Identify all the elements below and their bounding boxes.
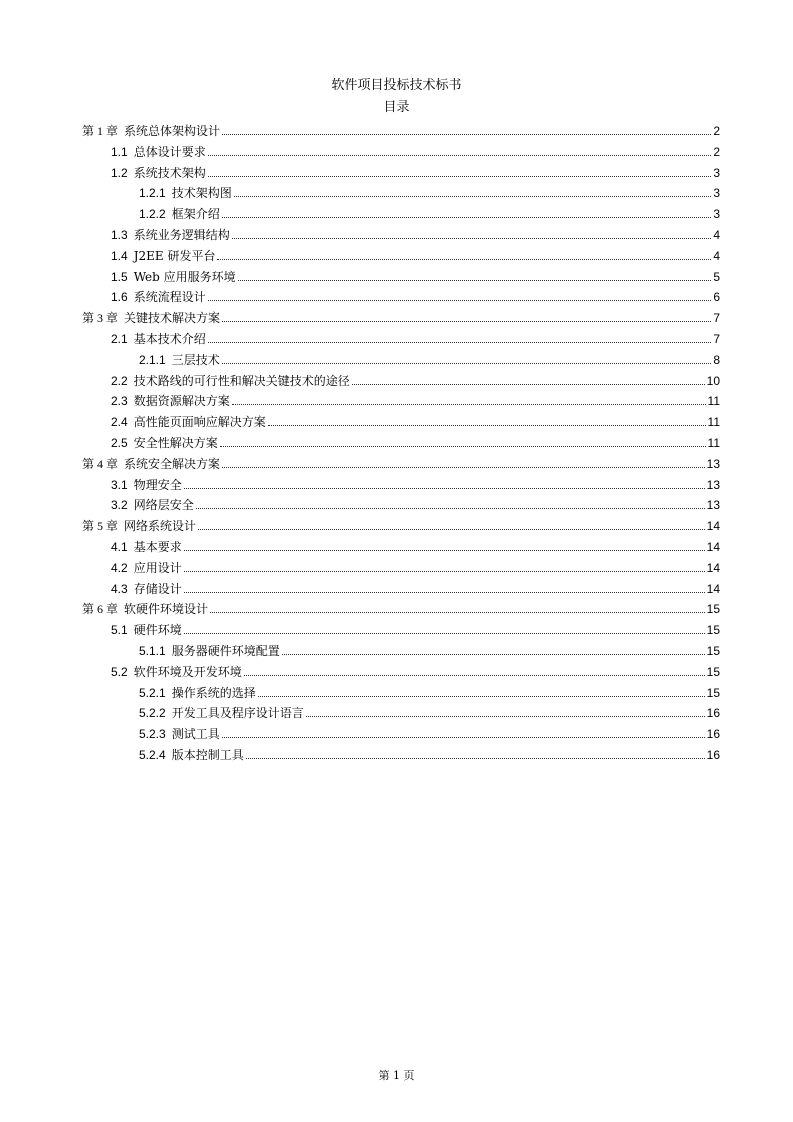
toc-entry-title: 框架介绍 [171,207,220,222]
toc-entry-number: 第 4 章 [82,456,119,471]
toc-entry-page-number: 15 [706,623,720,638]
toc-entry-label [139,705,304,721]
toc-entry-page-number: 14 [706,560,720,575]
toc-entry-title: 软硬件环境设计 [124,602,209,617]
toc-entry[interactable] [139,722,720,742]
toc-entry-page-number: 14 [706,519,720,534]
toc-entry-number: 1.1 [111,144,128,159]
toc-entry-label [139,185,232,201]
toc-entry-title: 关键技术解决方案 [124,311,221,326]
toc-entry[interactable] [111,327,720,347]
toc-entry[interactable] [111,473,720,493]
toc-entry-title: 技术架构图 [171,186,232,201]
toc-entry[interactable] [111,618,720,638]
toc-entry-page-number: 16 [706,706,720,721]
toc-entry-title: 软件环境及开发环境 [133,664,242,679]
toc-entry-page-number: 15 [706,602,720,617]
toc-entry[interactable] [111,369,720,389]
toc-dot-leader [232,238,712,239]
toc-dot-leader [222,134,711,135]
toc-entry[interactable] [139,681,720,701]
toc-entry-label [111,373,350,389]
toc-entry-label [139,352,220,368]
toc-dot-leader [222,467,705,468]
toc-dot-leader [222,321,711,322]
toc-entry-number: 1.2.1 [139,186,166,201]
toc-entry-title: 安全性解决方案 [133,436,218,450]
toc-dot-leader [184,633,705,634]
toc-entry-title: 网络层安全 [133,498,194,513]
toc-entry[interactable] [111,161,720,181]
toc-entry-label [111,414,266,430]
toc-entry-number: 1.2.2 [139,207,166,222]
toc-entry[interactable] [111,244,720,264]
toc-dot-leader [244,675,705,676]
toc-entry-number: 2.5 [111,436,128,450]
toc-dot-leader [208,155,712,156]
toc-entry-label [139,726,220,742]
toc-entry-title: 基本要求 [133,540,182,554]
toc-entry-label [111,622,182,638]
toc-entry[interactable] [82,452,720,472]
toc-entry-number: 3.2 [111,498,128,513]
toc-dot-leader [258,696,705,697]
toc-entry[interactable] [111,660,720,680]
toc-entry-title: 数据资源解决方案 [133,394,230,409]
toc-entry[interactable] [82,119,720,139]
toc-entry-page-number: 15 [706,644,720,658]
toc-entry[interactable] [111,431,720,451]
toc-entry-label [111,248,215,264]
toc-dot-leader [282,654,705,655]
toc-heading: 目录 [383,100,410,115]
toc-entry-number: 4.2 [111,560,128,575]
toc-entry-label [111,497,194,513]
toc-entry-number: 2.3 [111,394,128,409]
toc-entry-page-number: 16 [706,748,720,762]
toc-dot-leader [196,508,705,509]
toc-entry[interactable] [139,348,720,368]
toc-dot-leader [222,737,705,738]
toc-entry-page-number: 13 [706,456,720,471]
toc-entry-title: Web 应用服务环境 [133,269,236,284]
toc-entry-label [82,123,220,139]
toc-entry[interactable] [111,493,720,513]
toc-entry-page-number: 10 [706,373,720,388]
toc-entry[interactable] [139,202,720,222]
toc-entry-number: 5.2.1 [139,685,166,700]
toc-entry-page-number: 2 [713,144,720,159]
toc-entry-title: 系统安全解决方案 [124,456,221,471]
toc-entry-page-number: 4 [713,228,720,242]
toc-entry-title: 操作系统的选择 [171,685,256,700]
toc-entry-title: 系统业务逻辑结构 [133,228,230,242]
toc-entry-number: 2.1 [111,332,128,346]
toc-dot-leader [234,196,712,197]
toc-entry-label [111,664,242,680]
toc-entry-label [111,393,230,409]
toc-dot-leader [238,280,712,281]
toc-entry-label [111,539,182,555]
toc-entry-number: 5.2.3 [139,727,166,742]
toc-entry-page-number: 2 [713,124,720,138]
toc-dot-leader [208,176,712,177]
toc-dot-leader [220,446,706,447]
toc-entry[interactable] [111,140,720,160]
toc-entry-number: 第 6 章 [82,602,119,617]
toc-entry-number: 5.2 [111,664,128,679]
toc-entry-page-number: 15 [706,664,720,679]
toc-entry-number: 5.2.4 [139,748,166,762]
toc-entry[interactable] [139,701,720,721]
toc-dot-leader [184,592,705,593]
toc-entry-label [82,310,220,326]
toc-entry[interactable] [111,285,720,305]
toc-entry-title: 技术路线的可行性和解决关键技术的途径 [133,373,350,388]
toc-dot-leader [208,342,712,343]
toc-entry-label [111,331,206,347]
toc-dot-leader [222,363,712,364]
toc-entry-page-number: 3 [713,165,720,180]
toc-entry-label [139,685,256,701]
toc-entry[interactable] [111,265,720,285]
toc-entry-number: 4.1 [111,540,128,554]
toc-entry-page-number: 11 [707,394,720,409]
toc-dot-leader [184,488,705,489]
toc-entry-label [139,206,220,222]
toc-entry-page-number: 16 [706,727,720,742]
toc-entry-page-number: 13 [706,477,720,492]
toc-entry-page-number: 7 [713,332,720,346]
toc-entry-number: 1.2 [111,165,128,180]
toc-entry-page-number: 7 [713,311,720,326]
toc-entry-number: 1.3 [111,228,128,242]
toc-entry-page-number: 15 [706,685,720,700]
toc-entry-label [139,643,280,659]
toc-entry[interactable] [111,556,720,576]
toc-entry[interactable] [111,535,720,555]
toc-entry-title: 版本控制工具 [171,748,244,762]
toc-entry-label [82,456,220,472]
toc-entry-title: 基本技术介绍 [133,332,206,346]
toc-entry-number: 第 3 章 [82,311,119,326]
toc-entry-title: J2EE 研发平台 [133,248,216,263]
document-title: 软件项目投标技术标书 [331,78,462,93]
toc-entry-label [139,747,244,763]
toc-entry[interactable] [111,410,720,430]
toc-dot-leader [222,217,712,218]
toc-entry[interactable] [82,597,720,617]
toc-entry-page-number: 14 [706,540,720,554]
toc-entry-page-number: 5 [713,269,720,284]
toc-dot-leader [217,259,711,260]
toc-entry-number: 1.5 [111,269,128,284]
toc-dot-leader [306,716,705,717]
toc-entry-number: 5.1.1 [139,644,166,658]
toc-entry-label [111,435,218,451]
toc-entry-page-number: 11 [707,436,720,450]
toc-entry-label [111,165,206,181]
toc-entry-number: 1.4 [111,248,128,263]
toc-entry-title: 开发工具及程序设计语言 [171,706,304,721]
toc-entry-label [111,581,182,597]
toc-entry-number: 2.1.1 [139,352,166,367]
toc-entry[interactable] [139,743,720,763]
toc-entry-label [111,289,206,305]
toc-entry-title: 系统流程设计 [133,290,206,305]
toc-dot-leader [352,384,705,385]
toc-entry-label [111,144,206,160]
toc-entry-title: 总体设计要求 [133,144,206,159]
toc-entry[interactable] [111,223,720,243]
toc-entry-number: 1.6 [111,290,128,305]
toc-dot-leader [268,425,706,426]
toc-entry-number: 2.4 [111,415,128,430]
toc-entry-page-number: 14 [706,581,720,596]
toc-dot-leader [208,300,712,301]
toc-entry-label [82,518,196,534]
toc-entry-label [111,560,182,576]
toc-entry-page-number: 4 [713,248,720,263]
toc-dot-leader [184,550,705,551]
toc-entry[interactable] [139,639,720,659]
toc-entry-number: 第 1 章 [82,124,119,138]
toc-entry-title: 测试工具 [171,727,220,742]
toc-entry-label [111,477,182,493]
toc-entry-number: 2.2 [111,373,128,388]
toc-entry-page-number: 6 [713,290,720,305]
toc-entry-title: 系统技术架构 [133,165,206,180]
toc-entry-number: 3.1 [111,477,128,492]
toc-entry-title: 硬件环境 [133,623,182,638]
toc-entry-page-number: 3 [713,186,720,201]
toc-entry[interactable] [82,514,720,534]
toc-entry-title: 存储设计 [133,581,182,596]
toc-entry-page-number: 11 [707,415,720,430]
toc-dot-leader [184,571,705,572]
toc-entry-page-number: 8 [713,352,720,367]
toc-entry-title: 应用设计 [133,560,182,575]
toc-dot-leader [198,529,705,530]
toc-entry[interactable] [111,577,720,597]
toc-entry-label [82,601,208,617]
toc-entry-title: 系统总体架构设计 [124,124,221,138]
toc-entry[interactable] [111,389,720,409]
page-footer: 第 1 页 [378,1069,415,1082]
toc-entry-label [111,227,230,243]
toc-entry-page-number: 3 [713,207,720,222]
toc-entry-label [111,269,236,285]
toc-entry-title: 服务器硬件环境配置 [171,644,280,658]
toc-entry-number: 4.3 [111,581,128,596]
toc-entry-title: 网络系统设计 [124,519,197,534]
toc-dot-leader [210,612,705,613]
toc-dot-leader [232,404,706,405]
toc-entry-number: 5.1 [111,623,128,638]
toc-entry[interactable] [82,306,720,326]
toc-entry-number: 第 5 章 [82,519,119,534]
toc-entry-number: 5.2.2 [139,706,166,721]
toc-entry-title: 物理安全 [133,477,182,492]
toc-entry-page-number: 13 [706,498,720,513]
toc-entry-title: 三层技术 [171,352,220,367]
toc-dot-leader [246,758,705,759]
toc-entry-title: 高性能页面响应解决方案 [133,415,266,430]
toc-entry[interactable] [139,181,720,201]
